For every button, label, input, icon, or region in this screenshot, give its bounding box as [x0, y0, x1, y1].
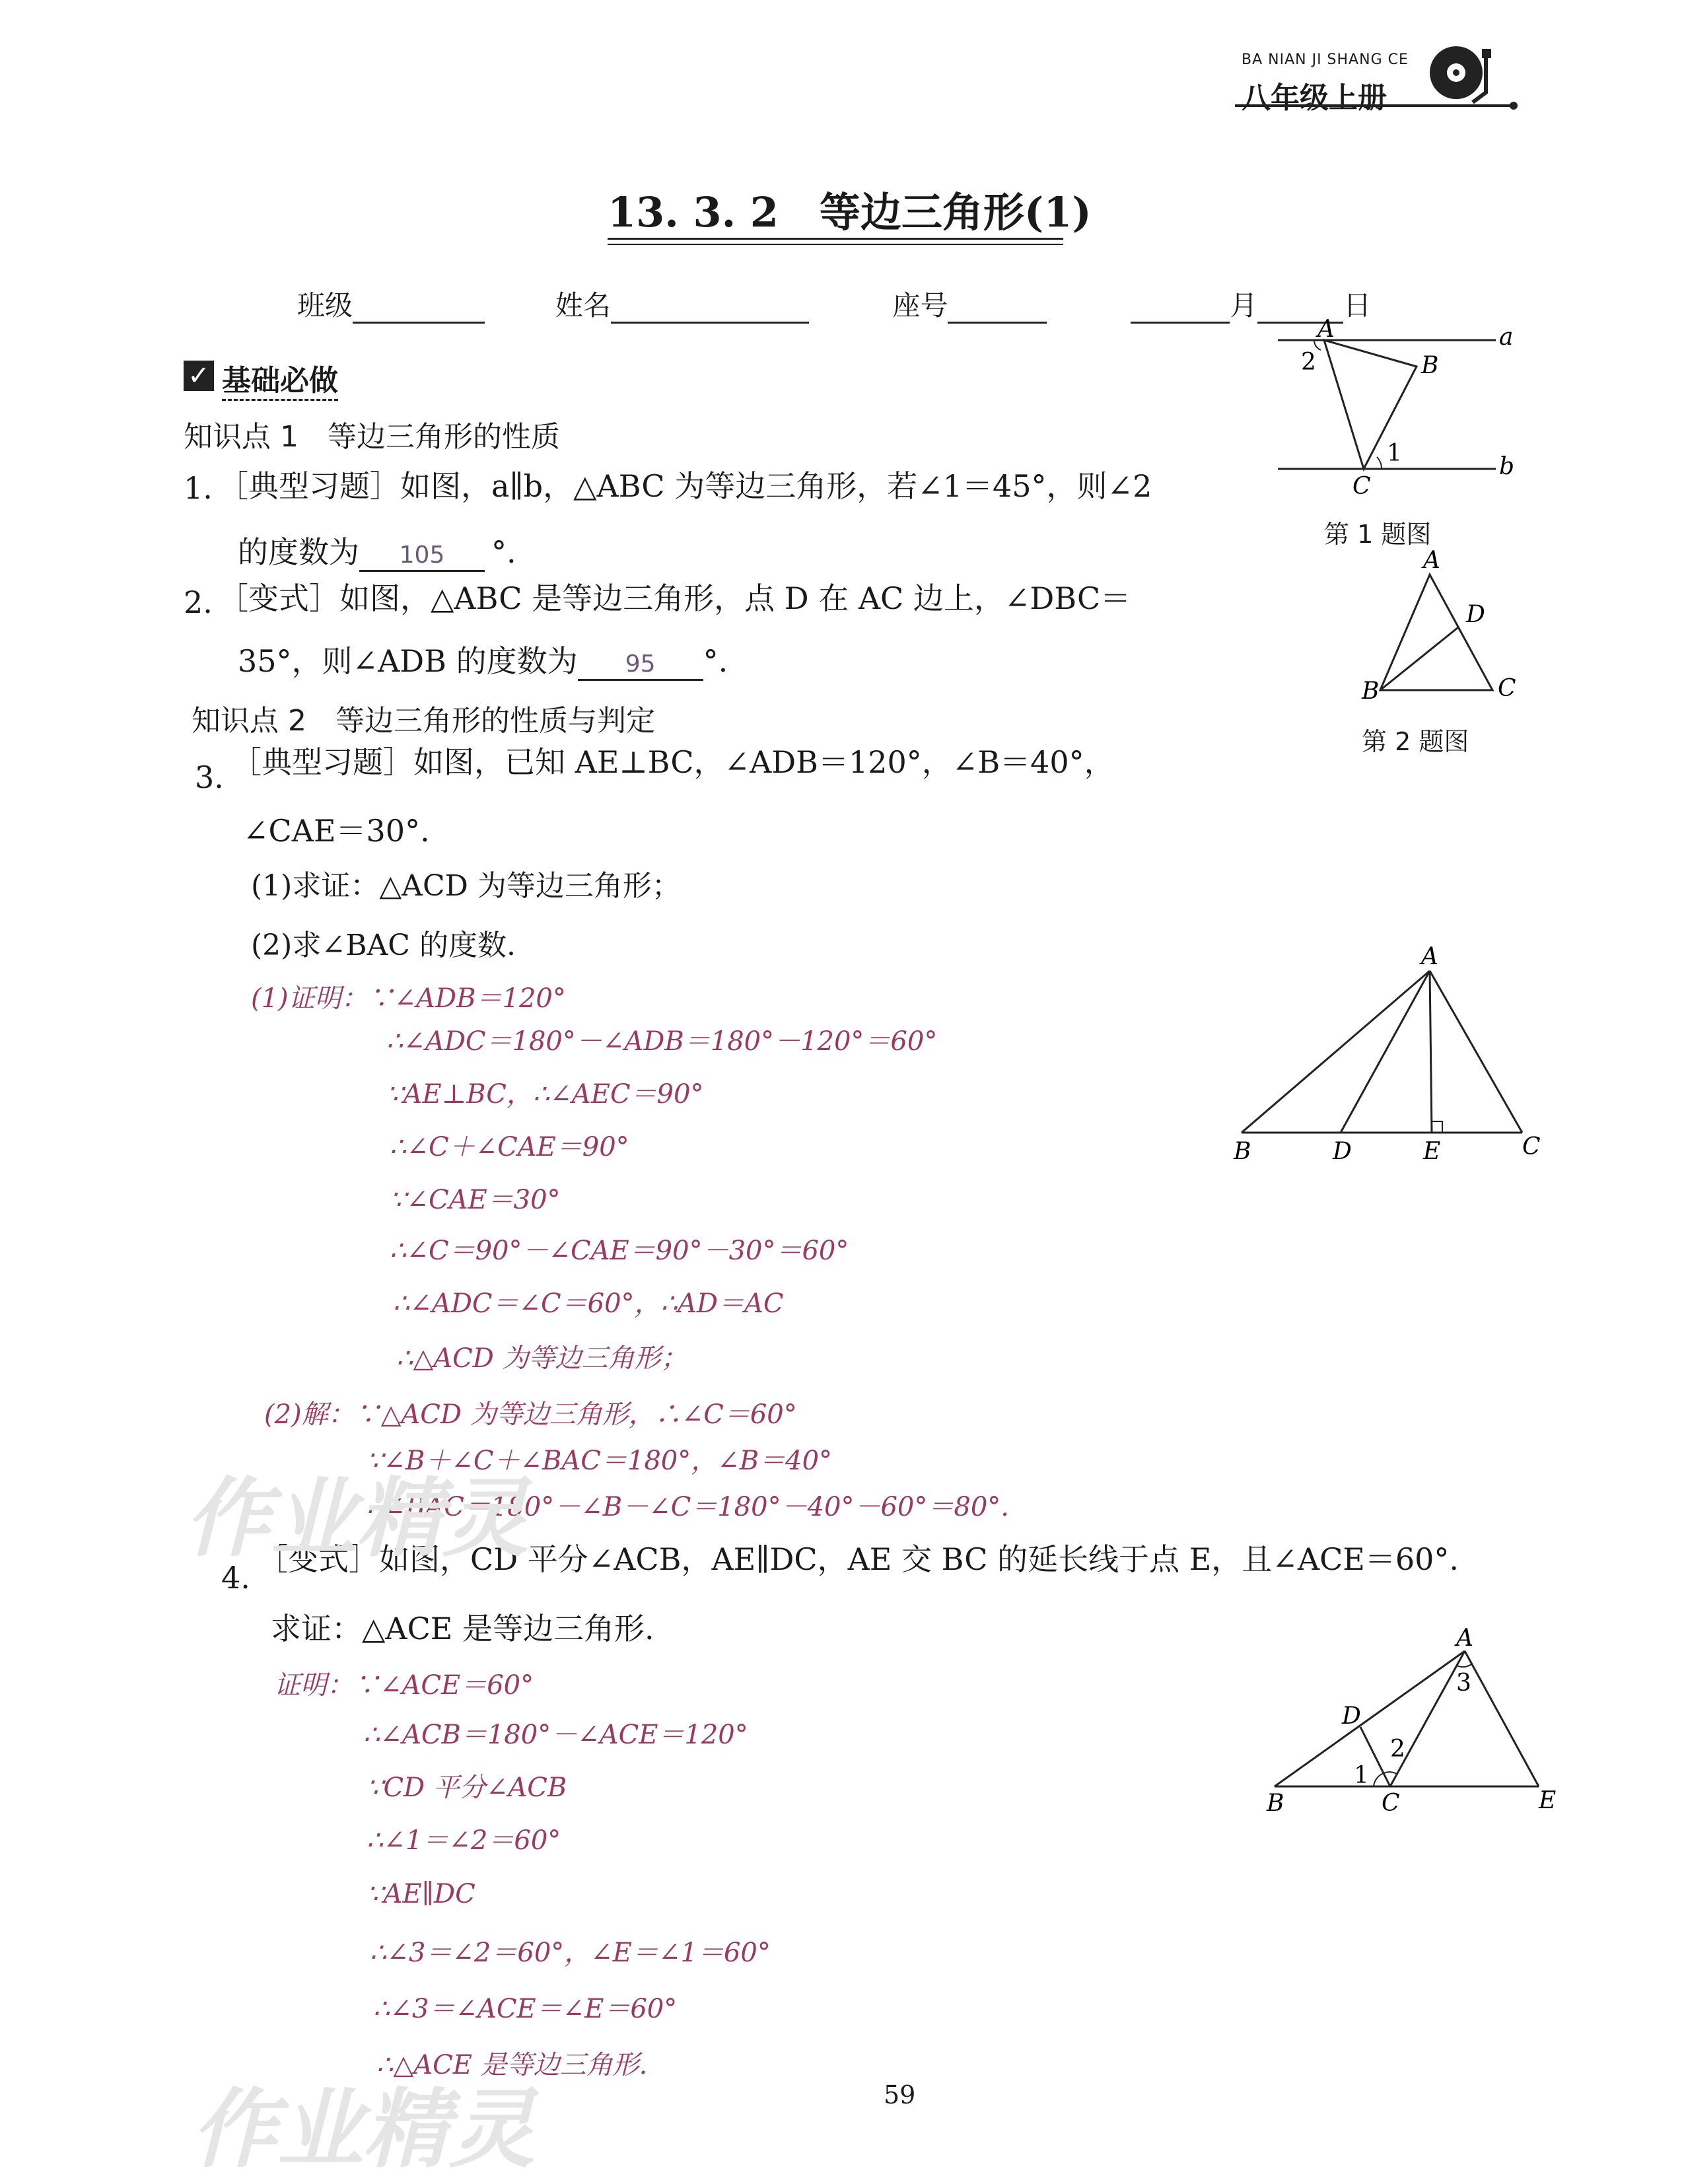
fig2-label-C: C [1498, 675, 1516, 702]
q3-solution-10: ∴∠BAC＝180°－∠B－∠C＝180°－40°－60°＝80°. [367, 1492, 1009, 1522]
name-field[interactable] [611, 289, 809, 324]
header-rule [1235, 99, 1519, 112]
q3-line2: ∠CAE＝30°. [243, 813, 430, 849]
figure-2 [1327, 548, 1545, 713]
header-pinyin: BA NIAN JI SHANG CE [1242, 52, 1409, 68]
month-field[interactable] [1131, 289, 1230, 324]
fig1-label-a: a [1499, 324, 1514, 351]
page-number: 59 [884, 2080, 916, 2109]
q1-number: 1. [184, 470, 213, 506]
q3-line1: ［典型习题］如图，已知 AE⊥BC，∠ADB＝120°，∠B＝40°， [231, 744, 1115, 780]
q3-number: 3. [195, 759, 224, 795]
section-title: 基础必做 [222, 357, 338, 401]
fig4-label-E: E [1539, 1787, 1557, 1814]
fig4-label-C: C [1382, 1790, 1400, 1817]
fig3-label-D: D [1333, 1138, 1352, 1165]
seat-label: 座号 [892, 289, 948, 322]
fig4-label-1: 1 [1354, 1762, 1369, 1789]
info-line [297, 284, 1371, 324]
q2-answer: 95 [625, 651, 656, 678]
fig2-label-A: A [1423, 548, 1440, 574]
q3-solution-0: (1)证明：∵∠ADB＝120° [251, 983, 566, 1014]
knowledge-point-1: 知识点 1 等边三角形的性质 [184, 420, 560, 454]
fig4-label-A: A [1456, 1625, 1473, 1652]
q4-solution-2: ∵CD 平分∠ACB [367, 1773, 567, 1803]
fig1-label-B: B [1421, 352, 1439, 379]
fig1-label-C: C [1352, 473, 1371, 500]
q4-solution-7: ∴△ACE 是等边三角形. [376, 2050, 648, 2080]
title-underline [608, 238, 1063, 245]
knowledge-point-2: 知识点 2 等边三角形的性质与判定 [192, 704, 655, 738]
fig4-label-D: D [1342, 1703, 1361, 1730]
q2-answer-blank[interactable] [578, 643, 703, 681]
fig1-label-b: b [1499, 453, 1515, 480]
fig1-caption: 第 1 题图 [1324, 520, 1432, 549]
q1-line1: ［典型习题］如图，a∥b，△ABC 为等边三角形，若∠1＝45°，则∠2 [218, 468, 1152, 504]
q4-solution-4: ∵AE∥DC [367, 1879, 475, 1909]
q2-line2 [238, 637, 728, 681]
q3-solution-9: ∵∠B＋∠C＋∠BAC＝180°，∠B＝40° [367, 1446, 833, 1476]
q3-solution-5: ∴∠C＝90°－∠CAE＝90°－30°＝60° [390, 1236, 849, 1266]
q1-line2-post: °. [491, 534, 516, 570]
fig4-label-3: 3 [1456, 1670, 1471, 1697]
fig3-label-B: B [1234, 1138, 1251, 1165]
fig1-label-2: 2 [1301, 349, 1316, 376]
fig1-label-1: 1 [1387, 440, 1402, 467]
day-label: 日 [1343, 289, 1372, 322]
fig4-label-B: B [1267, 1790, 1284, 1817]
q4-line2: 求证：△ACE 是等边三角形. [271, 1611, 654, 1646]
q2-line1: ［变式］如图，△ABC 是等边三角形，点 D 在 AC 边上，∠DBC＝ [218, 581, 1131, 616]
q3-solution-1: ∴∠ADC＝180°－∠ADB＝180°－120°＝60° [386, 1026, 938, 1057]
seat-field[interactable] [948, 289, 1047, 324]
q3-part2: (2)求∠BAC 的度数. [251, 929, 516, 962]
fig3-label-A: A [1421, 944, 1438, 970]
q4-solution-5: ∴∠3＝∠2＝60°，∠E＝∠1＝60° [370, 1938, 771, 1968]
month-label: 月 [1230, 289, 1258, 322]
q1-line2 [238, 528, 516, 572]
q4-solution-0: 证明：∵∠ACE＝60° [274, 1670, 534, 1701]
q4-solution-6: ∴∠3＝∠ACE＝∠E＝60° [373, 1994, 678, 2024]
fig2-caption: 第 2 题图 [1362, 727, 1469, 756]
q4-number: 4. [221, 1560, 250, 1596]
fig2-label-B: B [1362, 678, 1380, 705]
fig3-label-E: E [1423, 1138, 1441, 1165]
page-title: 13. 3. 2 等边三角形(1) [608, 188, 1092, 236]
q3-solution-7: ∴△ACD 为等边三角形； [396, 1343, 687, 1374]
q2-line2-pre: 35°，则∠ADB 的度数为 [238, 643, 578, 679]
q3-part1: (1)求证：△ACD 为等边三角形； [251, 869, 681, 903]
q3-solution-8: (2)解：∵△ACD 为等边三角形，∴∠C＝60° [264, 1399, 797, 1430]
section-checkbox: ✓ [184, 361, 214, 391]
q4-solution-1: ∴∠ACB＝180°－∠ACE＝120° [363, 1720, 748, 1750]
q1-answer: 105 [399, 542, 445, 569]
watermark-bottom: 作业精灵 [192, 2079, 536, 2179]
q4-line1: ［变式］如图，CD 平分∠ACB，AE∥DC，AE 交 BC 的延长线于点 E，且∠ACE＝60°. [258, 1541, 1459, 1577]
figure-1 [1268, 317, 1559, 515]
figure-4 [1255, 1625, 1572, 1823]
class-field[interactable] [353, 289, 485, 324]
q1-answer-blank[interactable] [359, 534, 485, 572]
q2-number: 2. [184, 584, 213, 620]
q3-solution-2: ∵AE⊥BC，∴∠AEC＝90° [386, 1079, 704, 1110]
name-label: 姓名 [555, 289, 611, 322]
q3-solution-6: ∴∠ADC＝∠C＝60°，∴AD＝AC [393, 1288, 784, 1319]
fig4-label-2: 2 [1390, 1736, 1405, 1763]
q1-line2-pre: 的度数为 [238, 534, 359, 570]
fig1-label-A: A [1317, 317, 1335, 343]
q3-solution-3: ∴∠C＋∠CAE＝90° [390, 1132, 629, 1162]
header-grade: 八年级上册 [1242, 81, 1387, 115]
class-label: 班级 [297, 289, 353, 322]
fig2-label-D: D [1466, 601, 1485, 628]
fig3-label-C: C [1522, 1133, 1541, 1160]
figure-3 [1222, 944, 1565, 1169]
q2-line2-post: °. [703, 643, 728, 679]
watermark-middle: 作业精灵 [185, 1468, 529, 1568]
q4-solution-3: ∴∠1＝∠2＝60° [367, 1825, 561, 1856]
q3-solution-4: ∵∠CAE＝30° [390, 1185, 561, 1215]
